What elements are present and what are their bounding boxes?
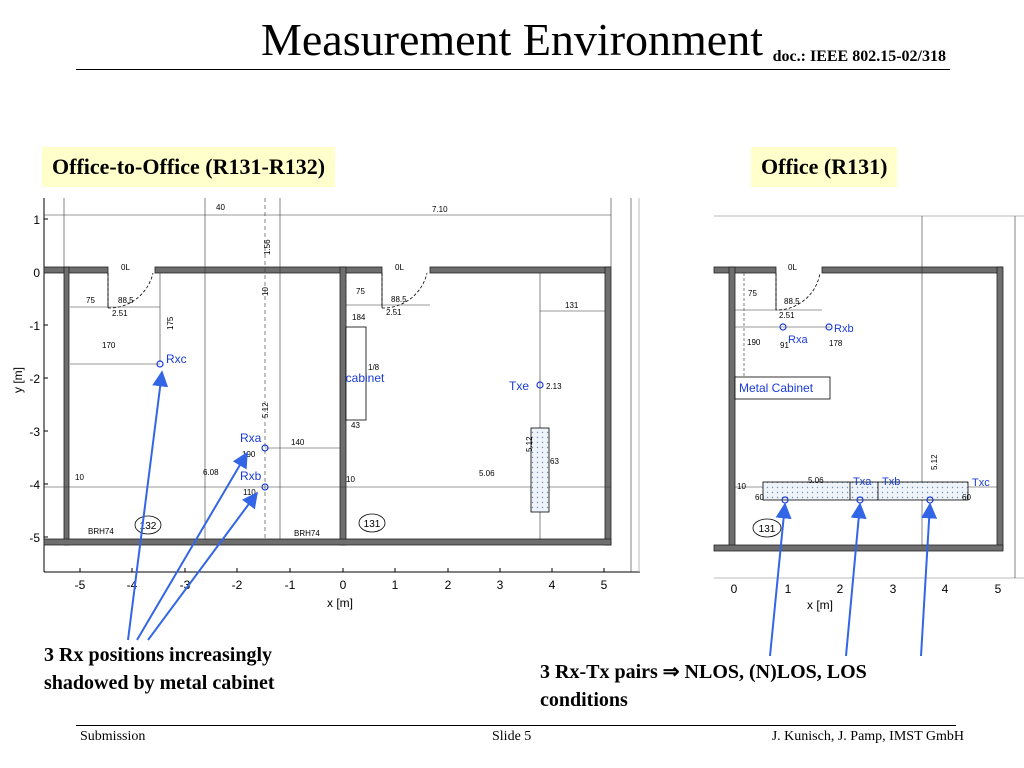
dim-63: 63: [550, 457, 559, 466]
dim-2-13: 2.13: [546, 382, 562, 391]
right-x-tick-0: 0: [730, 582, 738, 596]
left-x-tick-1: 1: [391, 578, 399, 592]
rxb-label-left: Rxb: [240, 469, 262, 483]
left-x-tick-0: 0: [339, 578, 347, 592]
txe-label: Txe: [509, 379, 530, 393]
dim-110: 110: [243, 488, 256, 497]
footer-slide-number: Slide 5: [492, 729, 532, 744]
dim-2-51-b: 2.51: [386, 308, 402, 317]
rxa-label-right: Rxa: [788, 334, 808, 346]
caption-right: [540, 658, 867, 714]
left-y-tick-m4: -4: [29, 478, 40, 492]
left-y-axis-label: y [m]: [11, 367, 25, 393]
footer-submission: Submission: [80, 729, 146, 744]
left-x-tick-m2: -2: [231, 578, 243, 592]
right-x-ticks: [731, 582, 1002, 596]
left-x-tick-3: 3: [496, 578, 504, 592]
rdim-190: 190: [747, 338, 761, 347]
left-y-tick-m2: -2: [29, 372, 40, 386]
rxb-label-right: Rxb: [834, 323, 854, 335]
rdim-0l: 0L: [788, 263, 797, 272]
dim-7-10: 7.10: [432, 205, 448, 214]
left-y-ticks: [29, 213, 48, 545]
slide-title: Measurement Environment: [260, 14, 764, 65]
room-131-label: 131: [363, 519, 381, 530]
dim-1-56: 1.56: [263, 239, 272, 255]
left-x-tick-4: 4: [548, 578, 556, 592]
caption-left-line1: 3 Rx positions increasingly: [44, 644, 272, 666]
right-floor-plan: [714, 216, 1024, 612]
rdim-91: 91: [780, 341, 789, 350]
left-x-tick-5: 5: [600, 578, 608, 592]
right-room-131-label: 131: [758, 524, 776, 535]
dim-184: 184: [352, 313, 366, 322]
rdim-60-b: 60: [962, 493, 971, 502]
dim-140: 140: [291, 438, 305, 447]
arrow-to-rxa: [137, 453, 247, 640]
rdim-75: 75: [748, 289, 757, 298]
left-y-tick-m5: -5: [29, 531, 40, 545]
dim-brh74-b: BRH74: [294, 529, 320, 538]
dim-88-5-b: 88.5: [391, 295, 407, 304]
label-office: Office (R131): [751, 147, 897, 187]
left-x-tick-m1: -1: [284, 578, 296, 592]
rdim-60-a: 60: [755, 493, 764, 502]
right-x-tick-3: 3: [889, 582, 897, 596]
dim-88-5-a: 88.5: [118, 296, 134, 305]
dim-2-51-a: 2.51: [112, 309, 128, 318]
left-y-tick-m1: -1: [29, 319, 40, 333]
left-x-tick-2: 2: [444, 578, 452, 592]
left-x-tick-m5: -5: [74, 578, 86, 592]
dim-175: 175: [166, 316, 175, 330]
arrow-to-pair-2: [846, 504, 860, 656]
left-y-tick-0: 0: [33, 266, 40, 280]
left-cabinet-label: cabinet: [345, 371, 385, 385]
arrow-to-rxb: [148, 493, 257, 640]
right-x-tick-2: 2: [836, 582, 844, 596]
dim-5-06: 5.06: [479, 469, 495, 478]
dim-75-b: 75: [356, 287, 365, 296]
arrow-to-rxc: [128, 372, 162, 640]
left-walls: [44, 267, 611, 545]
dim-170: 170: [102, 341, 116, 350]
rdim-5-06: 5.06: [808, 476, 824, 485]
metal-cabinet-label: Metal Cabinet: [739, 381, 814, 395]
right-x-tick-4: 4: [941, 582, 949, 596]
right-x-tick-5: 5: [994, 582, 1002, 596]
rdim-2-51: 2.51: [779, 311, 795, 320]
rxc-label: Rxc: [166, 352, 187, 366]
dim-10-a: 10: [261, 287, 270, 296]
dim-131: 131: [565, 301, 579, 310]
dim-5-12-a: 5.12: [261, 402, 270, 418]
dim-190: 190: [242, 450, 256, 459]
left-x-tick-m3: -3: [179, 578, 191, 592]
left-y-tick-m3: -3: [29, 425, 40, 439]
dim-43: 43: [351, 421, 360, 430]
caption-right-line1: 3 Rx-Tx pairs ⇒ NLOS, (N)LOS, LOS: [540, 661, 867, 683]
caption-left: [44, 641, 275, 697]
footer-rule: [76, 725, 956, 726]
doc-reference: doc.: IEEE 802.15-02/318: [772, 48, 946, 65]
left-y-tick-1: 1: [33, 213, 40, 227]
label-office-to-office: Office-to-Office (R131-R132): [42, 147, 335, 187]
caption-right-line2: conditions: [540, 689, 628, 711]
left-floor-plan: [11, 198, 640, 610]
txa-label: Txa: [853, 476, 872, 488]
txb-label: Txb: [882, 476, 901, 488]
rdim-10: 10: [737, 482, 746, 491]
room-132-label: 132: [139, 521, 157, 532]
dim-5-12-b: 5.12: [525, 436, 534, 452]
left-x-tick-m4: -4: [126, 578, 138, 592]
footer-authors: J. Kunisch, J. Pamp, IMST GmbH: [771, 729, 964, 744]
caption-left-line2: shadowed by metal cabinet: [44, 672, 275, 694]
annotation-arrows: [128, 372, 930, 656]
rxa-label-left: Rxa: [240, 431, 262, 445]
dim-40: 40: [216, 203, 225, 212]
left-dimension-labels: [75, 203, 579, 538]
dim-10-c: 10: [346, 475, 355, 484]
dim-0l-b: 0L: [395, 263, 404, 272]
dim-6-08: 6.08: [203, 468, 219, 477]
right-x-tick-1: 1: [784, 582, 792, 596]
rdim-5-12: 5.12: [930, 454, 939, 470]
dim-75-a: 75: [86, 296, 95, 305]
arrow-to-pair-3: [921, 504, 930, 656]
right-x-axis-label: x [m]: [807, 598, 833, 612]
dim-10-b: 10: [75, 473, 84, 482]
txc-label: Txc: [972, 477, 990, 489]
left-x-axis-label: x [m]: [327, 596, 353, 610]
rdim-178: 178: [829, 339, 843, 348]
right-walls: [714, 267, 1003, 551]
dim-0l-a: 0L: [121, 263, 130, 272]
dim-1-8: 1/8: [368, 363, 380, 372]
dim-brh74-a: BRH74: [88, 527, 114, 536]
rdim-88-5: 88.5: [784, 297, 800, 306]
